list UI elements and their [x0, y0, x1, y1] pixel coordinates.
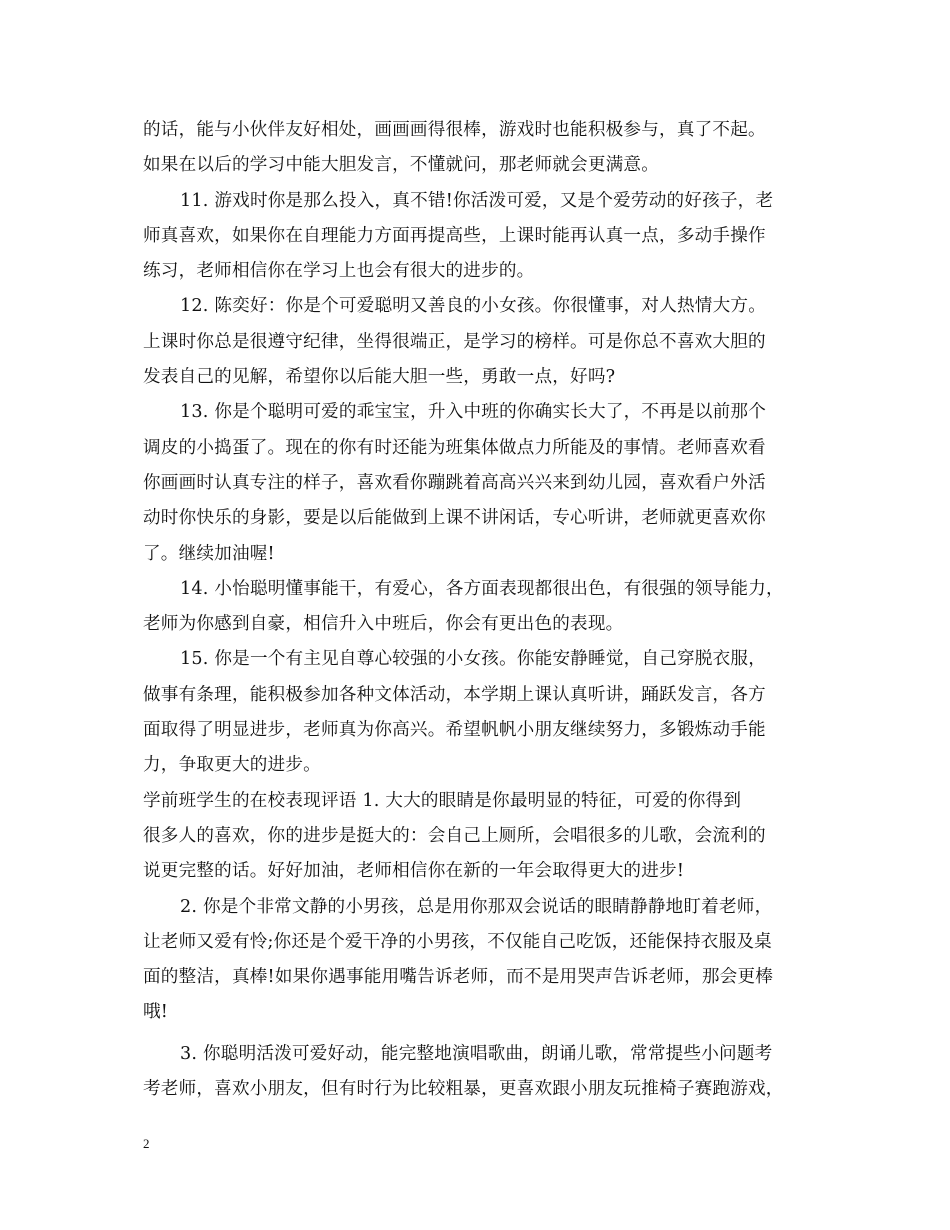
text-line: 2. 你是个非常文静的小男孩，总是用你那双会说话的眼睛静静地盯着老师，	[180, 896, 773, 917]
text-line: 13. 你是个聪明可爱的乖宝宝，升入中班的你确实长大了，不再是以前那个	[180, 402, 766, 423]
text-line: 老师为你感到自豪，相信升入中班后，你会有更出色的表现。	[143, 614, 624, 635]
text-line: 动时你快乐的身影，要是以后能做到上课不讲闲话，专心听讲，老师就更喜欢你	[143, 508, 766, 529]
text-line: 的话，能与小伙伴友好相处，画画画得很棒，游戏时也能积极参与，真了不起。	[143, 120, 766, 140]
text-line: 了。继续加油喔!	[143, 543, 275, 564]
text-line: 练习，老师相信你在学习上也会有很大的进步的。	[143, 261, 535, 282]
text-line: 考老师，喜欢小朋友，但有时行为比较粗暴，更喜欢跟小朋友玩推椅子赛跑游戏，	[143, 1079, 784, 1100]
text-line: 上课时你总是很遵守纪律，坐得很端正，是学习的榜样。可是你总不喜欢大胆的	[143, 331, 766, 352]
text-line: 发表自己的见解，希望你以后能大胆一些，勇敢一点，好吗?	[143, 367, 616, 388]
text-line: 12. 陈奕好：你是个可爱聪明又善良的小女孩。你很懂事，对人热情大方。	[180, 296, 766, 317]
text-line: 让老师又爱有怜;你还是个爱干净的小男孩，不仅能自己吃饭，还能保持衣服及桌	[143, 931, 772, 952]
text-line: 力，争取更大的进步。	[143, 755, 321, 776]
text-line: 3. 你聪明活泼可爱好动，能完整地演唱歌曲，朗诵儿歌，常常提些小问题考	[180, 1043, 773, 1064]
text-line: 14. 小怡聪明懂事能干，有爱心，各方面表现都很出色，有很强的领导能力，	[180, 578, 784, 599]
page-number: 2	[143, 1136, 150, 1151]
text-line: 很多人的喜欢，你的进步是挺大的：会自己上厕所，会唱很多的儿歌，会流利的	[143, 825, 766, 846]
text-line: 面的整洁，真棒!如果你遇事能用嘴告诉老师，而不是用哭声告诉老师，那会更棒	[143, 967, 774, 988]
document-body	[143, 113, 823, 1107]
text-line: 如果在以后的学习中能大胆发言，不懂就问，那老师就会更满意。	[143, 155, 660, 176]
text-line: 学前班学生的在校表现评语 1. 大大的眼睛是你最明显的特征，可爱的你得到	[143, 790, 742, 811]
text-line: 师真喜欢，如果你在自理能力方面再提高些，上课时能再认真一点，多动手操作	[143, 225, 766, 246]
text-line: 你画画时认真专注的样子，喜欢看你蹦跳着高高兴兴来到幼儿园，喜欢看户外活	[143, 472, 766, 493]
text-line: 哦!	[143, 1002, 169, 1023]
text-line: 11. 游戏时你是那么投入，真不错!你活泼可爱，又是个爱劳动的好孩子，老	[180, 190, 774, 211]
text-line: 面取得了明显进步，老师真为你高兴。希望帆帆小朋友继续努力，多锻炼动手能	[143, 720, 766, 741]
text-line: 做事有条理，能积极参加各种文体活动，本学期上课认真听讲，踊跃发言，各方	[143, 684, 766, 705]
text-line: 调皮的小捣蛋了。现在的你有时还能为班集体做点力所能及的事情。老师喜欢看	[143, 437, 766, 458]
text-line: 说更完整的话。好好加油，老师相信你在新的一年会取得更大的进步!	[143, 861, 685, 882]
text-line: 15. 你是一个有主见自尊心较强的小女孩。你能安静睡觉，自己穿脱衣服，	[180, 649, 766, 670]
